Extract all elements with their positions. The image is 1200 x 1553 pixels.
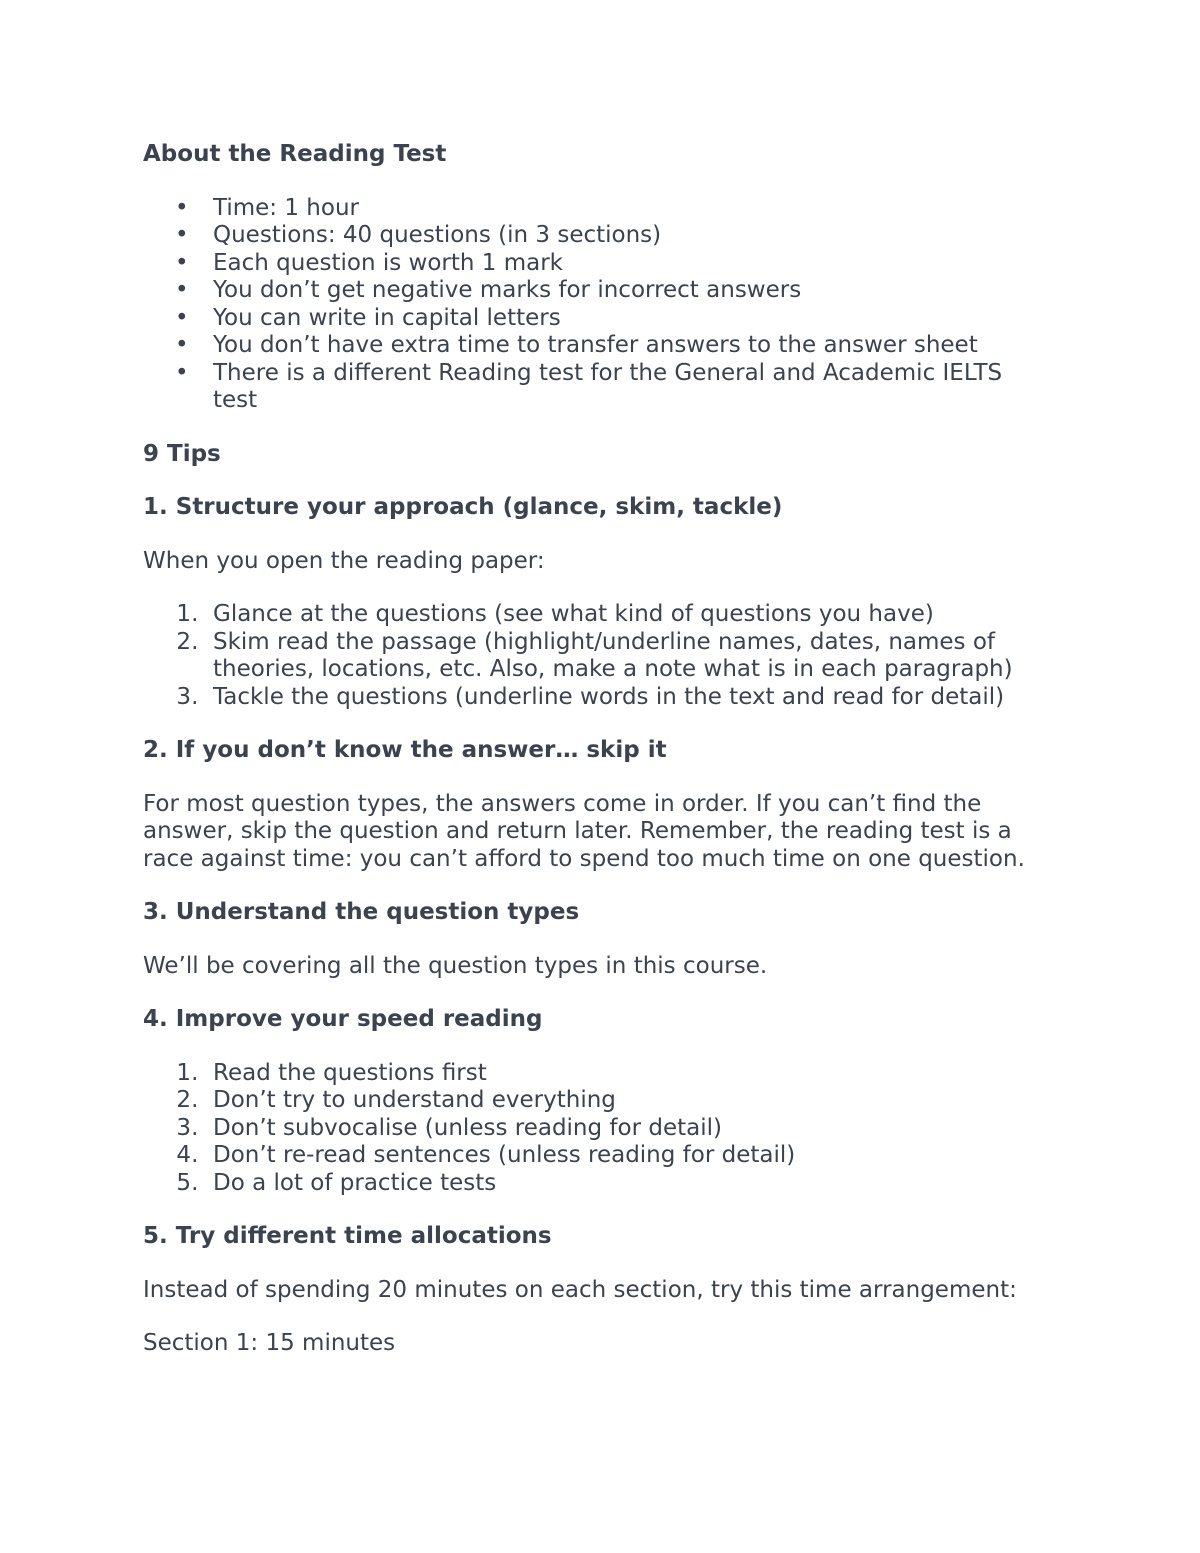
tip5-heading: 5. Try different time allocations [143,1223,552,1249]
reading-test-heading: About the Reading Test [143,141,447,167]
tip3-body: We’ll be covering all the question types in this course. [143,952,768,979]
tip5-section1: Section 1: 15 minutes [143,1330,396,1356]
list-item: • You can write in capital letters [213,305,1053,333]
tip2-heading: 2. If you don’t know the answer… skip it [143,737,667,763]
list-item: 1. Read the questions first [213,1060,1053,1088]
tip4-heading: 4. Improve your speed reading [143,1006,543,1032]
tip4-steps-list [143,1060,1053,1198]
reading-test-facts-list [143,195,1053,415]
list-item: • Each question is worth 1 mark [213,250,1053,278]
tip1-heading: 1. Structure your approach (glance, skim, tackle) [143,494,783,520]
tip3-heading: 3. Understand the question types [143,899,580,925]
tips-heading: 9 Tips [143,440,221,467]
document-page [143,141,1053,1384]
list-item: • You don’t get negative marks for incorrect answers [213,277,1053,305]
list-item: 3. Tackle the questions (underline words in the text and read for detail) [213,684,1053,712]
list-item: 2. Don’t try to understand everything [213,1087,1053,1115]
list-item: • There is a different Reading test for the General and Academic IELTS test [213,360,1053,415]
list-item: 1. Glance at the questions (see what kind of questions you have) [213,601,1053,629]
list-item: 2. Skim read the passage (highlight/underline names, dates, names of theories, locations, etc. Also, make a note what is in each paragraph) [213,629,1053,684]
tip5-body: Instead of spending 20 minutes on each section, try this time arrangement: [143,1276,1017,1303]
tip1-intro: When you open the reading paper: [143,547,545,574]
list-item: • Questions: 40 questions (in 3 sections) [213,222,1053,250]
list-item: 4. Don’t re-read sentences (unless reading for detail) [213,1142,1053,1170]
list-item: 3. Don’t subvocalise (unless reading for detail) [213,1115,1053,1143]
tip1-steps-list [143,601,1053,711]
list-item: • Time: 1 hour [213,195,1053,223]
list-item: 5. Do a lot of practice tests [213,1170,1053,1198]
tip2-body: For most question types, the answers come in order. If you can’t find the answer, skip the question and return later. Remember, the reading test is a race against time: you can’t afford to spend too much time on one question. [143,790,1025,872]
list-item: • You don’t have extra time to transfer answers to the answer sheet [213,332,1053,360]
